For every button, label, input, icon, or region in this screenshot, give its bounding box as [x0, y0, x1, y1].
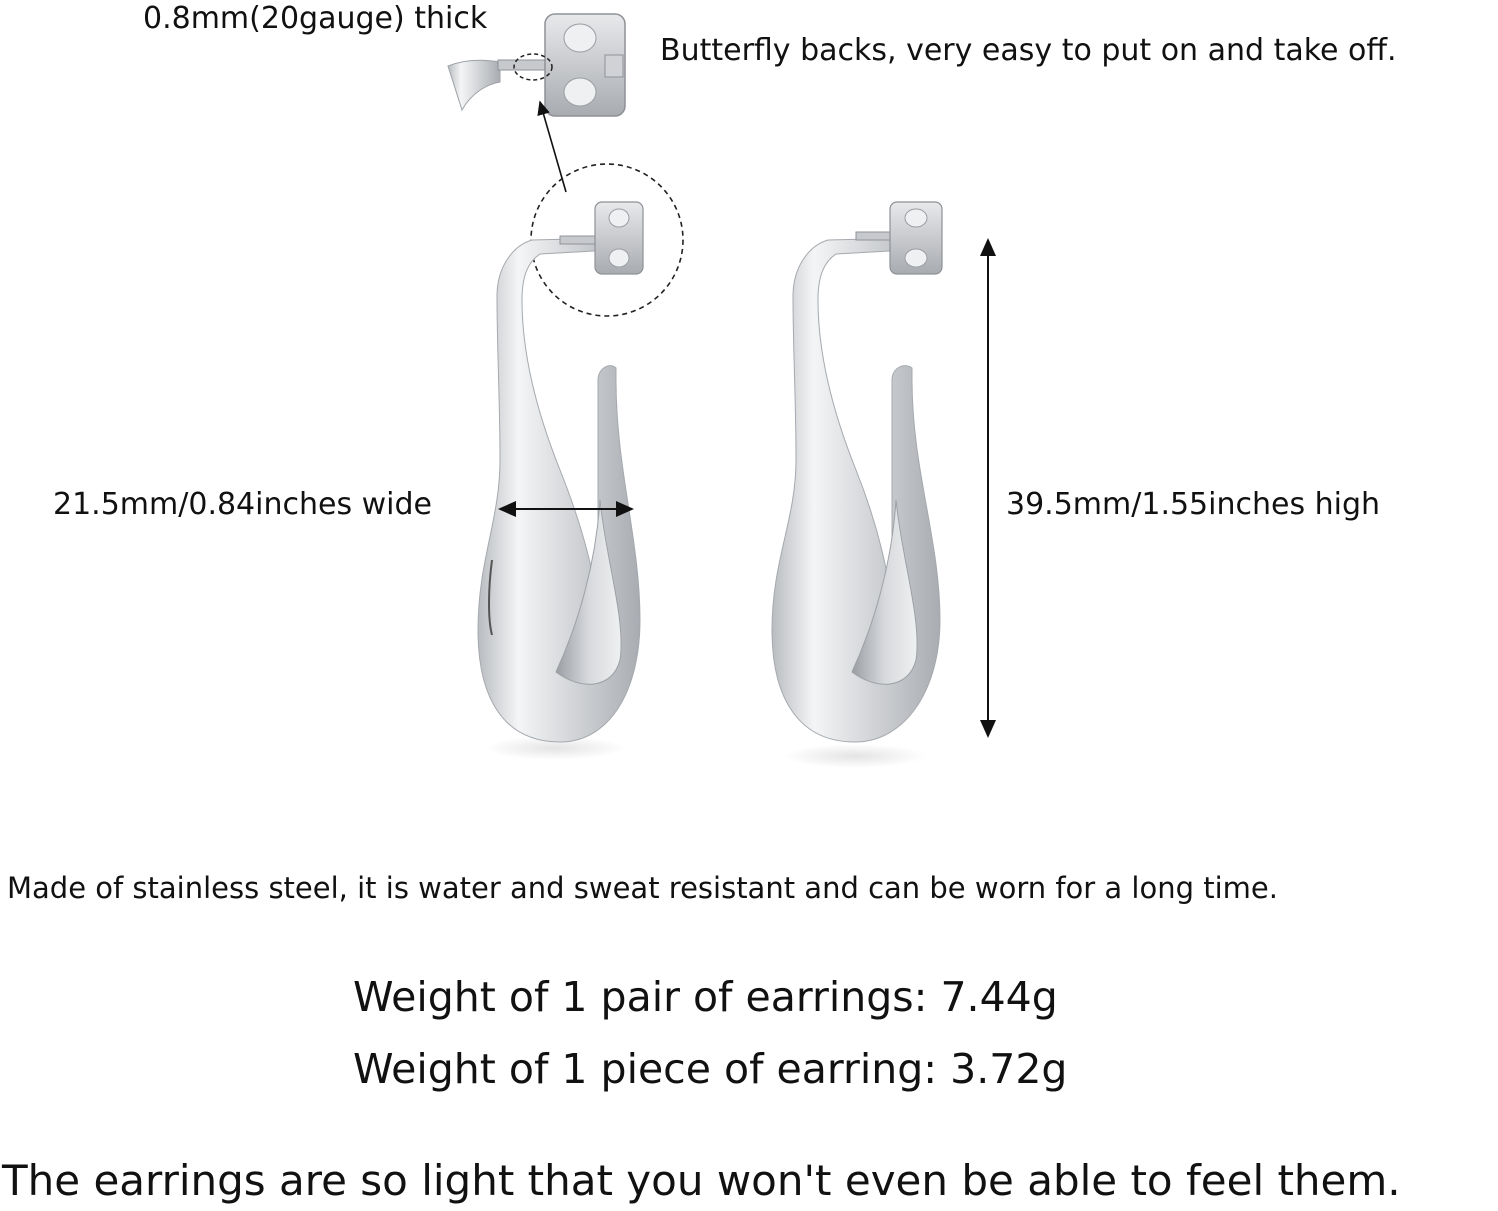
earring-left — [478, 202, 643, 760]
weight-piece-label: Weight of 1 piece of earring: 3.72g — [353, 1045, 1068, 1093]
material-description: Made of stainless steel, it is water and sweat resistant and can be worn for a long time. — [7, 871, 1278, 905]
earring-right — [772, 202, 942, 768]
weight-pair-label: Weight of 1 pair of earrings: 7.44g — [353, 973, 1058, 1021]
thickness-label: 0.8mm(20gauge) thick — [143, 1, 488, 36]
height-label: 39.5mm/1.55inches high — [1006, 487, 1381, 522]
lightness-statement: The earrings are so light that you won't even be able to feel them. — [2, 1156, 1401, 1205]
butterfly-backs-label: Butterfly backs, very easy to put on and take off. — [660, 33, 1397, 68]
width-label: 21.5mm/0.84inches wide — [53, 487, 432, 522]
